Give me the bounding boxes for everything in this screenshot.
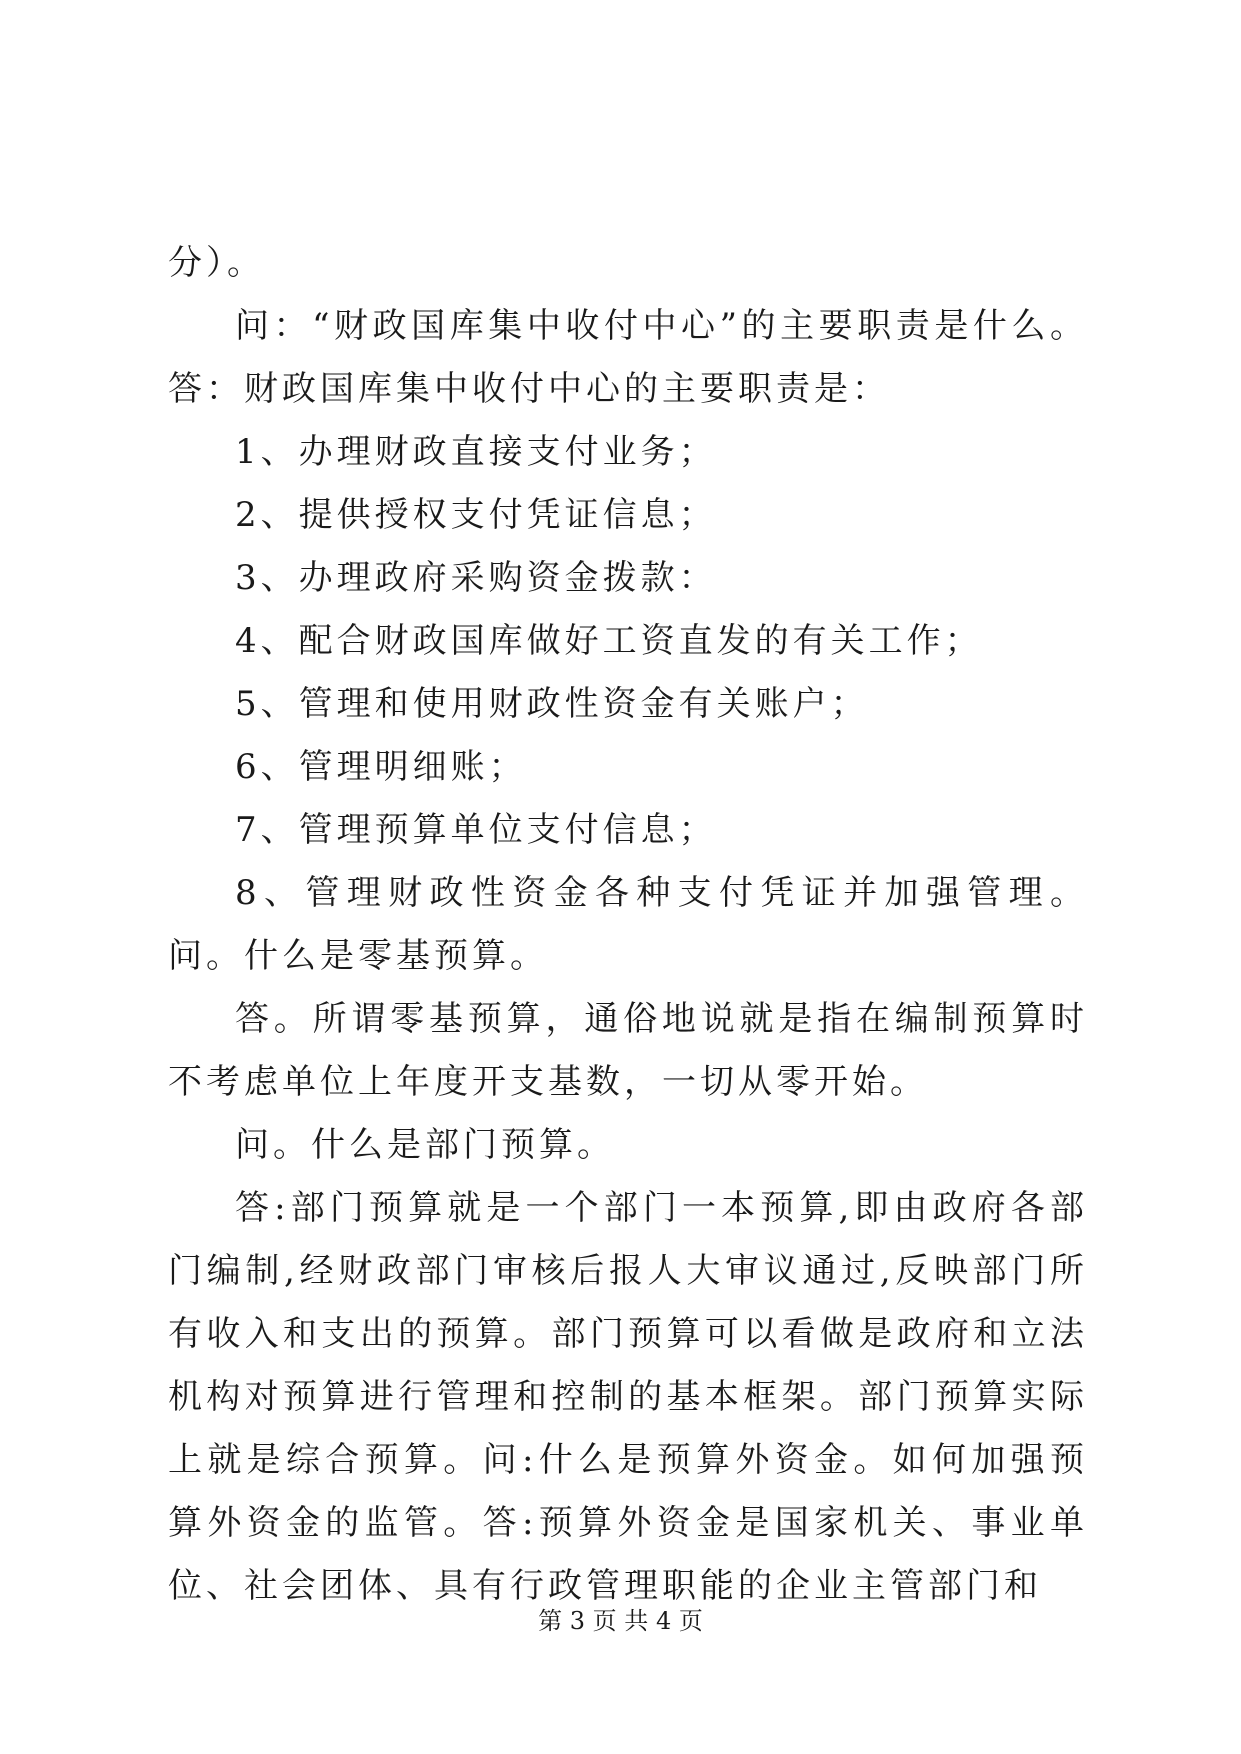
list-item-1: 1、办理财政直接支付业务； bbox=[235, 432, 717, 472]
paragraph-answer-department: 答:部门预算就是一个部门一本预算,即由政府各部门编制,经财政部门审核后报人大审议通过,反映部门所有收入和支出的预算。部门预算可以看做是政府和立法机构对预算进行管理和控制的基本框架。部门预算实际上就是综合预算。问:什么是预算外资金。如何加强预算外资金的监管。答:预算外资金是国家机关、事业单位、社会团体、具有行政管理职能的企业主管部门和 bbox=[168, 1188, 1088, 1606]
list-item-7: 7、管理预算单位支付信息； bbox=[235, 810, 717, 850]
list-item-4: 4、配合财政国库做好工资直发的有关工作； bbox=[235, 621, 983, 661]
page-number-footer: 第 3 页 共 4 页 bbox=[538, 1607, 703, 1635]
paragraph-answer-zero-based: 答。所谓零基预算，通俗地说就是指在编制预算时不考虑单位上年度开支基数，一切从零开始。 bbox=[168, 999, 1088, 1102]
paragraph-question-duties: 问：“财政国库集中收付中心”的主要职责是什么。答：财政国库集中收付中心的主要职责是： bbox=[168, 306, 1088, 409]
list-item-8: 8、管理财政性资金各种支付凭证并加强管理。问。什么是零基预算。 bbox=[168, 873, 1088, 976]
paragraph-continuation: 分）。 bbox=[168, 243, 265, 283]
document-body bbox=[168, 232, 1088, 1618]
paragraph-question-department: 问。什么是部门预算。 bbox=[235, 1125, 615, 1165]
list-item-5: 5、管理和使用财政性资金有关账户； bbox=[235, 684, 869, 724]
list-item-6: 6、管理明细账； bbox=[235, 747, 527, 787]
list-item-3: 3、办理政府采购资金拨款： bbox=[235, 558, 717, 598]
list-item-2: 2、提供授权支付凭证信息； bbox=[235, 495, 717, 535]
